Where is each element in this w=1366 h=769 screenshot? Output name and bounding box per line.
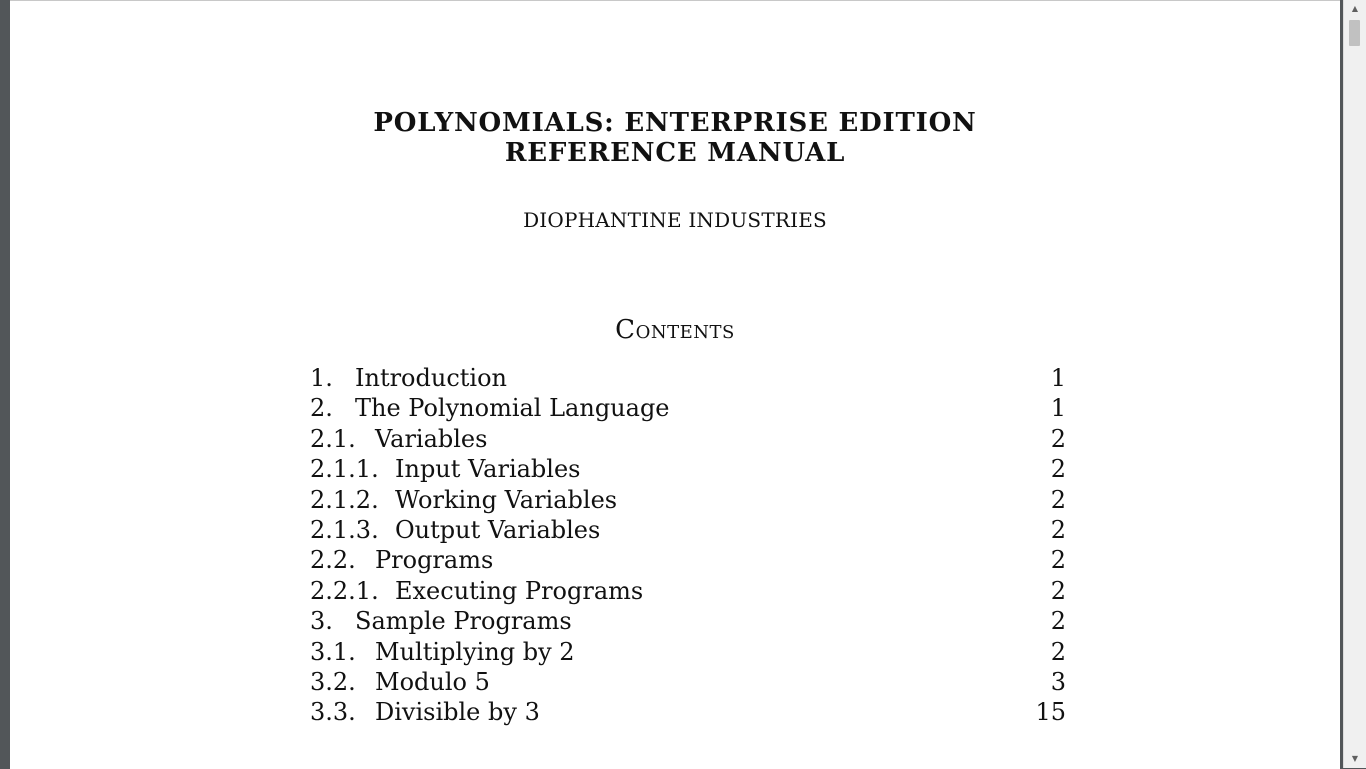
toc-entry[interactable]: [310, 454, 1066, 484]
toc-entry-title[interactable]: Modulo 5: [375, 667, 490, 696]
toc-entry-page: 2: [1050, 424, 1066, 453]
toc-entry-page: 2: [1050, 546, 1066, 575]
document-author: DIOPHANTINE INDUSTRIES: [523, 208, 827, 232]
toc-entry[interactable]: [310, 637, 1066, 667]
toc-entry[interactable]: [310, 667, 1066, 697]
toc-entry-page: 3: [1050, 667, 1066, 696]
vertical-scrollbar[interactable]: [1343, 0, 1366, 768]
toc-entry-page: 15: [1035, 698, 1066, 727]
toc-entry[interactable]: [310, 545, 1066, 575]
toc-entry-title[interactable]: Working Variables: [395, 485, 618, 514]
toc-entry-title[interactable]: Input Variables: [395, 455, 581, 484]
toc-entry-page: 2: [1050, 607, 1066, 636]
toc-entry-title[interactable]: Multiplying by 2: [375, 637, 575, 666]
toc-entry-number: 3.3.: [310, 698, 356, 727]
toc-entry-number: 2.1.3.: [310, 515, 379, 544]
toc-entry-number: 3.2.: [310, 667, 356, 696]
toc-entry-title[interactable]: Programs: [375, 546, 494, 575]
toc-entry-page: 1: [1050, 394, 1066, 423]
scroll-thumb[interactable]: [1349, 20, 1360, 46]
toc-entry-number: 1.: [310, 364, 333, 392]
toc-entry-page: 2: [1050, 485, 1066, 514]
pdf-page: [10, 0, 1340, 769]
toc-entry[interactable]: [310, 697, 1066, 727]
toc-entry[interactable]: [310, 485, 1066, 515]
toc-entry-number: 2.1.: [310, 424, 356, 453]
toc-entry-page: 2: [1050, 576, 1066, 605]
toc-entry[interactable]: [310, 393, 1066, 423]
toc-entry[interactable]: [310, 576, 1066, 606]
toc-entry-page: 1: [1050, 364, 1066, 392]
toc-entry-number: 3.: [310, 607, 333, 636]
toc-entry-title[interactable]: Sample Programs: [355, 607, 572, 636]
toc-entry[interactable]: [310, 363, 1066, 393]
toc-entry-number: 2.2.: [310, 546, 356, 575]
contents-heading: Contents: [615, 315, 735, 345]
toc-entry[interactable]: [310, 424, 1066, 454]
toc-entry-number: 2.2.1.: [310, 576, 379, 605]
table-of-contents: [310, 363, 1066, 728]
toc-entry-page: 2: [1050, 455, 1066, 484]
document-title-line-2: REFERENCE MANUAL: [504, 138, 846, 168]
toc-entry-number: 2.: [310, 394, 333, 423]
scroll-down-arrow-icon[interactable]: ▼: [1351, 754, 1359, 763]
toc-entry-title[interactable]: Executing Programs: [395, 576, 644, 605]
toc-entry-title[interactable]: Divisible by 3: [375, 698, 540, 727]
toc-entry-number: 2.1.2.: [310, 485, 379, 514]
toc-entry-title[interactable]: Variables: [375, 424, 488, 453]
toc-entry-number: 2.1.1.: [310, 455, 379, 484]
toc-entry-title[interactable]: Output Variables: [395, 515, 601, 544]
toc-entry-page: 2: [1050, 637, 1066, 666]
toc-entry[interactable]: [310, 606, 1066, 636]
toc-entry-title[interactable]: The Polynomial Language: [355, 394, 670, 423]
toc-entry[interactable]: [310, 515, 1066, 545]
document-title-line-1: POLYNOMIALS: ENTERPRISE EDITION: [373, 108, 977, 138]
toc-entry-title[interactable]: Introduction: [355, 364, 507, 392]
toc-entry-number: 3.1.: [310, 637, 356, 666]
scroll-up-arrow-icon[interactable]: ▲: [1351, 4, 1359, 13]
toc-entry-page: 2: [1050, 515, 1066, 544]
